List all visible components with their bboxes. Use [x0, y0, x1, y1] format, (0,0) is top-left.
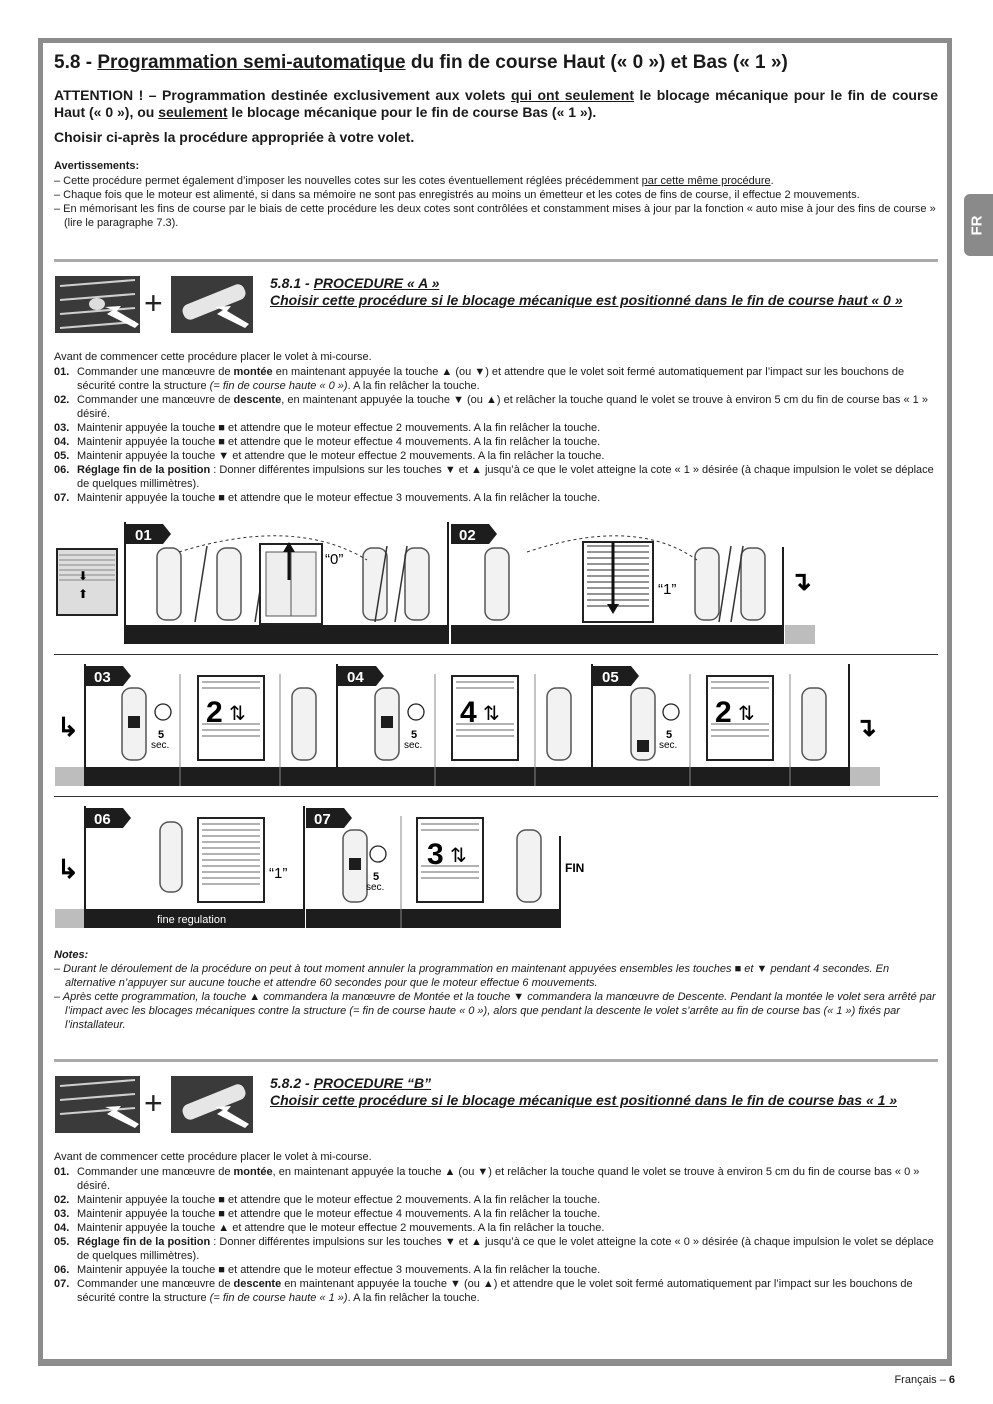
step-text [77, 435, 938, 449]
footer [894, 1374, 955, 1386]
step-number: 02. [54, 1194, 70, 1206]
step-label-03: 03 [94, 669, 111, 686]
procB-name: PROCEDURE “B” [313, 1075, 432, 1091]
step-text [77, 1221, 938, 1235]
step-text [77, 463, 938, 491]
procB-intro: Avant de commencer cette procédure placer le volet à mi-course. [54, 1151, 372, 1163]
step-text [77, 1165, 938, 1193]
procB-motor-illustration [55, 1076, 255, 1136]
procA-heading [270, 275, 903, 309]
label-one: “1” [658, 581, 677, 598]
movement-count: 3 [427, 838, 444, 871]
step-pre: Commander une manœuvre de [77, 1278, 234, 1290]
step-label-07: 07 [314, 811, 331, 828]
time-value: 5 [373, 871, 380, 883]
up-arrow-icon: ⬆ [78, 587, 89, 601]
step-label-01: 01 [135, 527, 152, 544]
warning-2: – Chaque fois que le moteur est alimenté, si dans sa mémoire ne sont pas enregistrés au moins un émetteur et les cotes de fins de course, il effectue 2 mouvements. [54, 189, 860, 201]
continue-arrow-icon: ↴ [790, 566, 812, 596]
step-number: 03. [54, 1208, 70, 1220]
attention-text-3: le blocage mécanique pour le fin de course Bas (« 1 »). [227, 104, 597, 120]
time-unit: sec. [659, 740, 678, 751]
step-item [54, 1193, 938, 1207]
step-number: 06. [54, 464, 70, 476]
step-pre: Commander une manœuvre de [77, 394, 234, 406]
up-down-icon: ⇅ [229, 703, 246, 725]
up-down-icon: ⇅ [738, 703, 755, 725]
attention-paragraph [54, 87, 938, 121]
note-1: – Durant le déroulement de la procédure on peut à tout moment annuler la programmation en maintenant appuyées ensembles les touches ■ et ▼ pendant 4 secondes. En alternative n’appuyer sur aucune touche et attendre 60 secondes pour que le moteur effectue 6 mouvements. [54, 963, 890, 989]
plus-icon: + [144, 285, 163, 321]
down-arrow-icon: ⬇ [78, 569, 89, 583]
step-text [77, 491, 938, 505]
step-text [77, 1263, 938, 1277]
step-number: 05. [54, 450, 70, 462]
step-ital: (= fin de course haute « 1 ») [209, 1292, 348, 1304]
step-pre: Maintenir appuyée la touche ▼ et attendre que le moteur effectue 2 mouvements. A la fin relâcher la touche. [77, 450, 605, 462]
step-bold: descente [233, 394, 282, 406]
time-value: 5 [411, 729, 418, 741]
step-bold: montée [233, 1166, 273, 1178]
step-bold: Réglage fin de la position [77, 464, 211, 476]
warnings-title: Avertissements: [54, 160, 140, 172]
step-number: 07. [54, 492, 70, 504]
label-one: “1” [269, 865, 288, 882]
choose-text: Choisir ci-après la procédure appropriée à votre volet. [54, 129, 415, 145]
step-number: 03. [54, 422, 70, 434]
warnings-list [54, 174, 938, 230]
back-arrow-icon: ↳ [57, 854, 79, 884]
step-item [54, 1277, 938, 1305]
step-pre: Maintenir appuyée la touche ▲ et attendre que le moteur effectue 2 mouvements. A la fin relâcher la touche. [77, 1222, 605, 1234]
end-label: FIN [565, 861, 585, 875]
diagram-row-3 [55, 806, 935, 930]
stop-plug-icon [89, 298, 105, 310]
continue-arrow-icon: ↴ [855, 712, 877, 742]
title-number: 5.8 - [54, 52, 98, 73]
step-pre: Maintenir appuyée la touche ■ et attendre que le moteur effectue 3 mouvements. A la fin relâcher la touche. [77, 1264, 601, 1276]
step-post: en maintenant appuyée la touche ▼ (ou ▲) et attendre que le volet soit fermé automatiquement par l’impact sur les bouchons de sécurité contre la structure [77, 1278, 913, 1304]
time-unit: sec. [366, 882, 385, 893]
attention-underline-2: seulement [158, 104, 228, 120]
notes [54, 948, 938, 1032]
step-ital: (= fin de course haute « 0 ») [209, 380, 348, 392]
time-value: 5 [666, 729, 673, 741]
step-pre: Maintenir appuyée la touche ■ et attendre que le moteur effectue 4 mouvements. A la fin relâcher la touche. [77, 1208, 601, 1220]
step-text [77, 1193, 938, 1207]
step-end: . A la fin relâcher la touche. [347, 1292, 480, 1304]
step-post: , en maintenant appuyée la touche ▲ (ou ▼) et relâcher la touche quand le volet se trouve à environ 5 cm du fin de course bas « 0 » désiré. [77, 1166, 920, 1192]
step-item [54, 393, 938, 421]
attention-text-1: ATTENTION ! – Programmation destinée exclusivement aux volets [54, 87, 511, 103]
warning-1-underline: par cette même procédure [641, 175, 771, 187]
step-number: 04. [54, 436, 70, 448]
section-rule-b [54, 1059, 938, 1062]
step-item [54, 491, 938, 505]
step-item [54, 365, 938, 393]
section-rule-a [54, 259, 938, 262]
step-item [54, 1221, 938, 1235]
language-tab [964, 194, 993, 256]
step-item [54, 463, 938, 491]
diagram-divider [54, 654, 938, 655]
step-bold: Réglage fin de la position [77, 1236, 211, 1248]
time-unit: sec. [151, 740, 170, 751]
step-pre: Maintenir appuyée la touche ■ et attendre que le moteur effectue 4 mouvements. A la fin relâcher la touche. [77, 436, 601, 448]
procB-number: 5.8.2 - [270, 1075, 314, 1091]
back-arrow-icon: ↳ [57, 712, 79, 742]
step-item [54, 421, 938, 435]
diagram-row-2 [55, 664, 935, 788]
procA-steps [54, 365, 938, 505]
step-text [77, 421, 938, 435]
procA-subtitle: Choisir cette procédure si le blocage mécanique est positionné dans le fin de course haut « 0 » [270, 292, 903, 308]
step-number: 02. [54, 394, 70, 406]
step-text [77, 365, 938, 393]
step-pre: Commander une manœuvre de [77, 366, 234, 378]
step-item [54, 1235, 938, 1263]
step-number: 01. [54, 366, 70, 378]
procB-heading [270, 1075, 897, 1109]
step-bold: montée [233, 366, 273, 378]
page-title [54, 52, 788, 74]
plus-icon: + [144, 1085, 163, 1121]
step-post: : Donner différentes impulsions sur les touches ▼ et ▲ jusqu’à ce que le volet atteigne la cote « 0 » désirée (à chaque impulsion le volet se déplace de quelques millimètres). [77, 1236, 934, 1262]
step-text [77, 1235, 938, 1263]
fine-regulation-label: fine regulation [157, 914, 227, 926]
warning-1 [54, 174, 938, 188]
warning-1-end: . [770, 175, 774, 187]
movement-count: 4 [460, 696, 477, 729]
note-2: – Après cette programmation, la touche ▲ commandera la manœuvre de Montée et la touche ▼ commandera la manœuvre de Descente. Pendant la montée le volet sera arrêté par l’impact avec les blocages mécaniques contre la structure (= fin de course haute « 0 »), alors que pendant la descente le volet s’arrête au fin de course bas (« 1 ») fixés par l’installateur. [54, 991, 936, 1031]
step-number: 01. [54, 1166, 70, 1178]
step-item [54, 1263, 938, 1277]
step-pre: Maintenir appuyée la touche ■ et attendre que le moteur effectue 2 mouvements. A la fin relâcher la touche. [77, 422, 601, 434]
step-number: 07. [54, 1278, 70, 1290]
clock-icon [370, 846, 386, 862]
title-rest: du fin de course Haut (« 0 ») et Bas (« 1 ») [405, 52, 788, 73]
procA-name: PROCEDURE « A » [313, 275, 440, 291]
step-number: 04. [54, 1222, 70, 1234]
time-unit: sec. [404, 740, 423, 751]
step-bold: descente [233, 1278, 282, 1290]
step-item [54, 1165, 938, 1193]
language-tab-label: FR [968, 215, 986, 236]
step-pre: Maintenir appuyée la touche ■ et attendre que le moteur effectue 3 mouvements. A la fin relâcher la touche. [77, 492, 601, 504]
step-end: . A la fin relâcher la touche. [347, 380, 480, 392]
movement-count: 2 [206, 696, 223, 729]
time-value: 5 [158, 729, 165, 741]
footer-language: Français – [894, 1374, 949, 1386]
attention-underline-1: qui ont seulement [510, 87, 635, 103]
step-item [54, 435, 938, 449]
attention-text-2: le blocage mécanique pour le fin de course Haut (« 0 »), ou [54, 87, 938, 120]
step-label-02: 02 [459, 527, 476, 544]
procA-number: 5.8.1 - [270, 275, 314, 291]
procB-steps [54, 1165, 938, 1305]
warning-3: – En mémorisant les fins de course par le biais de cette procédure les deux cotes sont contrôlées et constamment mises à jour par la fonction « auto mise à jour des fins de course » (lire le paragraphe 7.3). [54, 203, 936, 229]
step-pre: Maintenir appuyée la touche ■ et attendre que le moteur effectue 2 mouvements. A la fin relâcher la touche. [77, 1194, 601, 1206]
title-underlined: Programmation semi-automatique [97, 52, 406, 73]
procB-subtitle: Choisir cette procédure si le blocage mécanique est positionné dans le fin de course bas « 1 » [270, 1092, 898, 1108]
warning-1-text: – Cette procédure permet également d’imposer les nouvelles cotes sur les cotes éventuellement réglées précédemment [54, 175, 642, 187]
step-pre: Commander une manœuvre de [77, 1166, 234, 1178]
label-zero: “0” [325, 551, 344, 568]
procA-intro: Avant de commencer cette procédure placer le volet à mi-course. [54, 351, 372, 363]
up-down-icon: ⇅ [450, 845, 467, 867]
step-item [54, 449, 938, 463]
page-number: 6 [948, 1374, 955, 1386]
step-post: : Donner différentes impulsions sur les touches ▼ et ▲ jusqu’à ce que le volet atteigne la cote « 1 » désirée (à chaque impulsion le volet se déplace de quelques millimètres). [77, 464, 934, 490]
up-down-icon: ⇅ [483, 703, 500, 725]
step-text [77, 449, 938, 463]
notes-title: Notes: [54, 949, 89, 961]
diagram-row-1 [55, 522, 935, 646]
step-text [77, 1277, 938, 1305]
step-label-04: 04 [347, 669, 364, 686]
step-number: 06. [54, 1264, 70, 1276]
step-number: 05. [54, 1236, 70, 1248]
step-text [77, 393, 938, 421]
step-post: , en maintenant appuyée la touche ▼ (ou ▲) et relâcher la touche quand le volet se trouve à environ 5 cm du fin de course bas « 1 » désiré. [77, 394, 928, 420]
step-text [77, 1207, 938, 1221]
step-label-06: 06 [94, 811, 111, 828]
diagram-divider [54, 796, 938, 797]
step-post: en maintenant appuyée la touche ▲ (ou ▼) et attendre que le volet soit fermé automatiquement par l’impact sur les bouchons de sécurité contre la structure [77, 366, 905, 392]
procA-motor-illustration [55, 276, 255, 336]
movement-count: 2 [715, 696, 732, 729]
step-label-05: 05 [602, 669, 619, 686]
step-item [54, 1207, 938, 1221]
